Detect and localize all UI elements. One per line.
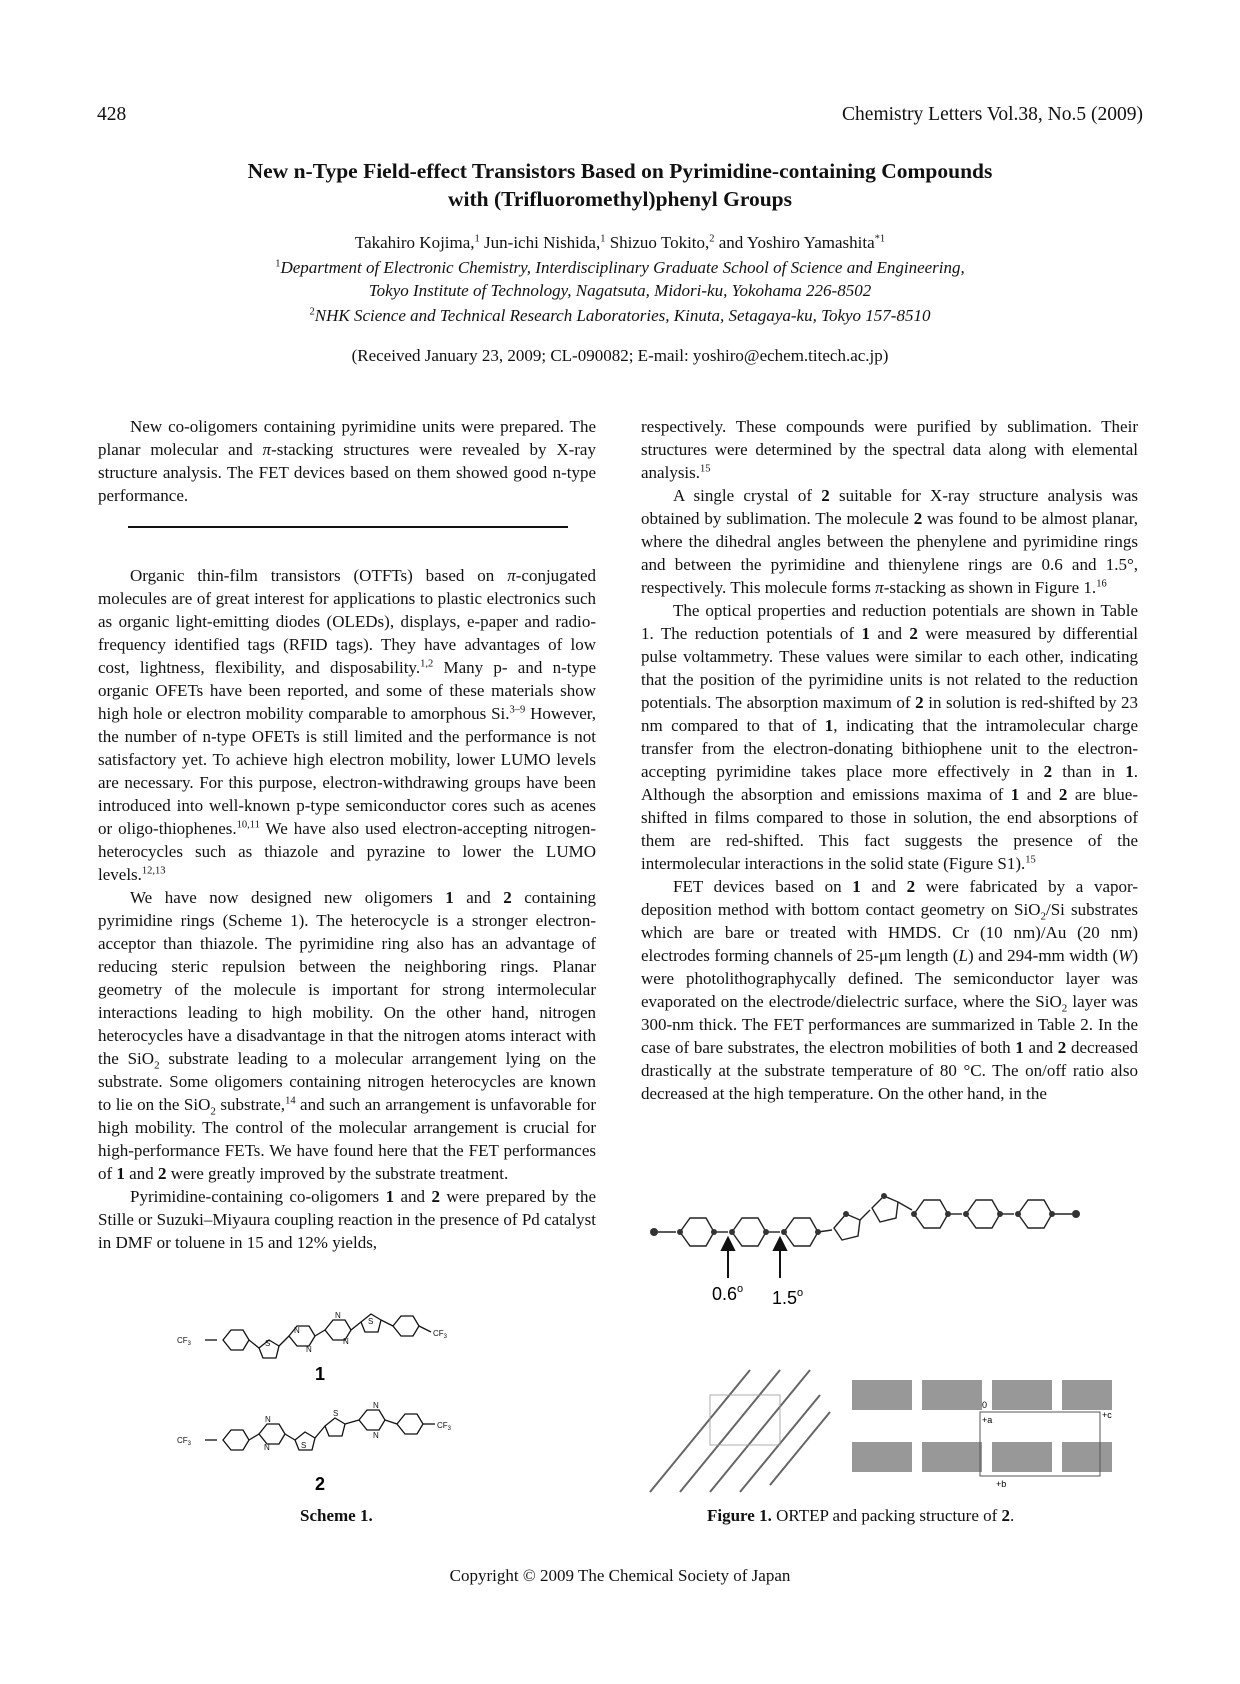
- sulfur-atom: S: [368, 1317, 374, 1326]
- figure-1-ortep: [640, 1180, 1140, 1500]
- nitrogen-atom: N: [306, 1345, 312, 1354]
- stacking-view: [650, 1370, 830, 1492]
- axis-a-label: +a: [982, 1415, 993, 1425]
- affiliation-1-line-2: Tokyo Institute of Technology, Nagatsuta, Midori-ku, Yokohama 226-8502: [368, 281, 872, 300]
- body-paragraph-1: Organic thin-film transistors (OTFTs) based on π-conjugated molecules are of great interest for applications to plastic electronics such as organic light-emitting diodes (OLEDs), displays, e-paper and radio-frequency identified tags (RFID tags). They have advantages of low cost, lightness, flexibility, and disposability.$^{1,2}$ Many p- and n-type organic OFETs have been reported, and some of these materials show high hole or electron mobility comparable to amorphous Si.$^{3-9}$ However, the number of n-type OFETs is still limited and the performance is not satisfactory yet. To achieve high electron mobility, lower LUMO levels are necessary. For this purpose, electron-withdrawing groups have been introduced into well-known p-type semiconductor cores such as acenes or oligo-thiophenes.$^{10,11}$ We have also used electron-accepting nitrogen-heterocycles such as thiazole and pyrazine to lower the LUMO levels.$^{12,13}$: [98, 566, 596, 884]
- nitrogen-atom: N: [264, 1443, 270, 1452]
- author-kojima: Takahiro Kojima,: [354, 233, 475, 252]
- affiliation-mark: *1: [874, 233, 886, 245]
- pyrimidine-ring: [259, 1424, 285, 1444]
- cf3-group: $CF_3$: [177, 1436, 192, 1447]
- pyrimidine-ring: [289, 1326, 315, 1346]
- abstract-divider: [128, 526, 568, 528]
- abstract: New co-oligomers containing pyrimidine units were prepared. The planar molecular and π-stacking structures were revealed by X-ray structure analysis. The FET devices based on them showed good n-type performance.: [98, 417, 596, 505]
- affiliation-mark: 1: [474, 233, 480, 245]
- nitrogen-atom: N: [265, 1415, 271, 1424]
- body-paragraph-2: We have now designed new oligomers 1 and 2 containing pyrimidine rings (Scheme 1). The heterocycle is a stronger electron-acceptor than thiazole. The pyrimidine ring also has an advantage of reducing steric repulsion between the neighboring rings. Planar geometry of the molecule is important for strong intermolecular interactions leading to high mobility. On the other hand, nitrogen heterocycles have a disadvantage in that the nitrogen atoms interact with the SiO$_2$ substrate leading to a molecular arrangement lying on the substrate. Some oligomers containing nitrogen heterocycles are known to lie on the SiO$_2$ substrate,$^{14}$ and such an arrangement is unfavorable for high mobility. The control of the molecular arrangement is crucial for high-performance FETs. We have found here that the FET performances of 1 and 2 were greatly improved by the substrate treatment.: [98, 888, 597, 1183]
- affiliation-mark: 1: [600, 233, 606, 245]
- axis-b-label: +b: [996, 1479, 1007, 1489]
- cf3-group: $CF_3$: [177, 1336, 192, 1347]
- axis-origin-label: 0: [982, 1400, 988, 1410]
- angle-label-1: 0.6$^o$: [712, 1283, 744, 1304]
- copyright-footer: Copyright © 2009 The Chemical Society of Japan: [449, 1566, 791, 1585]
- sulfur-atom: S: [265, 1339, 271, 1348]
- citation-ref: 15: [1025, 854, 1036, 866]
- axis-c-label: +c: [1102, 1410, 1112, 1420]
- left-column: [98, 415, 596, 1254]
- page-number: 428: [97, 104, 127, 125]
- body-paragraph-3: Pyrimidine-containing co-oligomers 1 and 2 were prepared by the Stille or Suzuki–Miyaura coupling reaction in the presence of Pd catalyst in DMF or toluene in 15 and 12% yields,: [98, 1187, 596, 1252]
- cf3-group: $CF_3$: [433, 1329, 448, 1340]
- nitrogen-atom: N: [294, 1326, 300, 1335]
- nitrogen-atom: N: [335, 1311, 341, 1320]
- affiliation-2-text: NHK Science and Technical Research Laboratories, Kinuta, Setagaya-ku, Tokyo 157-8510: [314, 306, 931, 325]
- citation-ref: 14: [285, 1095, 296, 1107]
- affiliation-mark: 2: [309, 306, 315, 318]
- affiliation-mark: 2: [709, 233, 715, 245]
- compound-label-1: 1: [315, 1364, 326, 1384]
- compound-label-2: 2: [315, 1474, 326, 1494]
- angle-arrows: [722, 1238, 786, 1278]
- citation-ref: 15: [700, 463, 711, 475]
- benzene-ring: [223, 1330, 249, 1350]
- thiophene-ring: [325, 1418, 345, 1436]
- affiliation-2: [0, 304, 1240, 327]
- citation-ref: 10,11: [236, 819, 260, 831]
- nitrogen-atom: N: [343, 1337, 349, 1346]
- journal-citation: Chemistry Letters Vol.38, No.5 (2009): [842, 104, 1143, 125]
- title-line-1: New n-Type Field-effect Transistors Based on Pyrimidine-containing Compounds: [247, 159, 993, 183]
- pyrimidine-ring: [359, 1410, 385, 1430]
- author-tokito: Shizuo Tokito,: [605, 233, 710, 252]
- body-paragraph-7: FET devices based on 1 and 2 were fabricated by a vapor-deposition method with bottom contact geometry on SiO$_2$/Si substrates which are bare or treated with HMDS. Cr (10 nm)/Au (20 nm) electrodes forming channels of 25-μm length (L) and 294-mm width (W) were photolithographycally defined. The semiconductor layer was evaporated on the electrode/dielectric surface, where the SiO$_2$ layer was 300-nm thick. The FET performances are summarized in Table 2. In the case of bare substrates, the electron mobilities of both 1 and 2 decreased drastically at the substrate temperature of 80 °C. The on/off ratio also decreased at the high temperature. On the other hand, in the: [641, 877, 1139, 1103]
- sulfur-atom: S: [333, 1409, 339, 1418]
- citation-ref: 1,2: [420, 658, 434, 670]
- sulfur-atom: S: [301, 1441, 307, 1450]
- figure-caption: Figure 1. ORTEP and packing structure of 2.: [707, 1506, 1015, 1525]
- body-paragraph-6: The optical properties and reduction potentials are shown in Table 1. The reduction potentials of 1 and 2 were measured by differential pulse voltammetry. These values were similar to each other, indicating that the position of the pyrimidine units is not related to the reduction potentials. The absorption maximum of 2 in solution is red-shifted by 23 nm compared to that of 1, indicating that the intramolecular charge transfer from the electron-donating bithiophene unit to the electron-accepting pyrimidine takes place more effectively in 2 than in 1. Although the absorption and emissions maxima of 1 and 2 are blue-shifted in films compared to those in solution, the end absorptions of them are red-shifted. This fact suggests the presence of the intermolecular interactions in the solid state (Figure S1).$^{15}$: [641, 601, 1139, 873]
- angle-label-2: 1.5$^o$: [772, 1287, 804, 1308]
- body-paragraph-4: respectively. These compounds were purified by sublimation. Their structures were determined by the spectral data along with elemental analysis.$^{15}$: [641, 417, 1138, 482]
- ortep-molecule: [654, 1196, 1072, 1246]
- benzene-ring: [223, 1430, 249, 1450]
- right-column: [641, 415, 1138, 1105]
- citation-ref: 16: [1096, 578, 1107, 590]
- affiliation-1: [0, 256, 1240, 302]
- title-line-2: with (Trifluoromethyl)phenyl Groups: [447, 187, 793, 211]
- paper-title: [0, 157, 1240, 213]
- author-yamashita: and Yoshiro Yamashita: [714, 233, 875, 252]
- nitrogen-atom: N: [373, 1431, 379, 1440]
- body-paragraph-5: A single crystal of 2 suitable for X-ray structure analysis was obtained by sublimation. The molecule 2 was found to be almost planar, where the dihedral angles between the phenylene and pyrimidine rings and between the pyrimidine and thienylene rings are 0.6 and 1.5°, respectively. This molecule forms π-stacking as shown in Figure 1.16: [641, 486, 1139, 597]
- cf3-group: $CF_3$: [437, 1421, 452, 1432]
- nitrogen-atom: N: [373, 1401, 379, 1410]
- scheme-caption: Scheme 1.: [300, 1506, 373, 1525]
- benzene-ring: [393, 1316, 419, 1336]
- citation-ref: 3–9: [509, 704, 526, 716]
- author-nishida: Jun-ichi Nishida,: [479, 233, 601, 252]
- packing-view: [852, 1380, 1112, 1472]
- affiliation-mark: 1: [275, 258, 281, 270]
- scheme-1-structures: [175, 1300, 535, 1500]
- citation-ref: 12,13: [141, 865, 166, 877]
- affiliation-1-line-1: Department of Electronic Chemistry, Interdisciplinary Graduate School of Science and Engineering,: [280, 258, 965, 277]
- benzene-ring: [397, 1414, 423, 1434]
- received-line: (Received January 23, 2009; CL-090082; E-mail: yoshiro@echem.titech.ac.jp): [351, 346, 889, 365]
- author-list: [0, 233, 1240, 253]
